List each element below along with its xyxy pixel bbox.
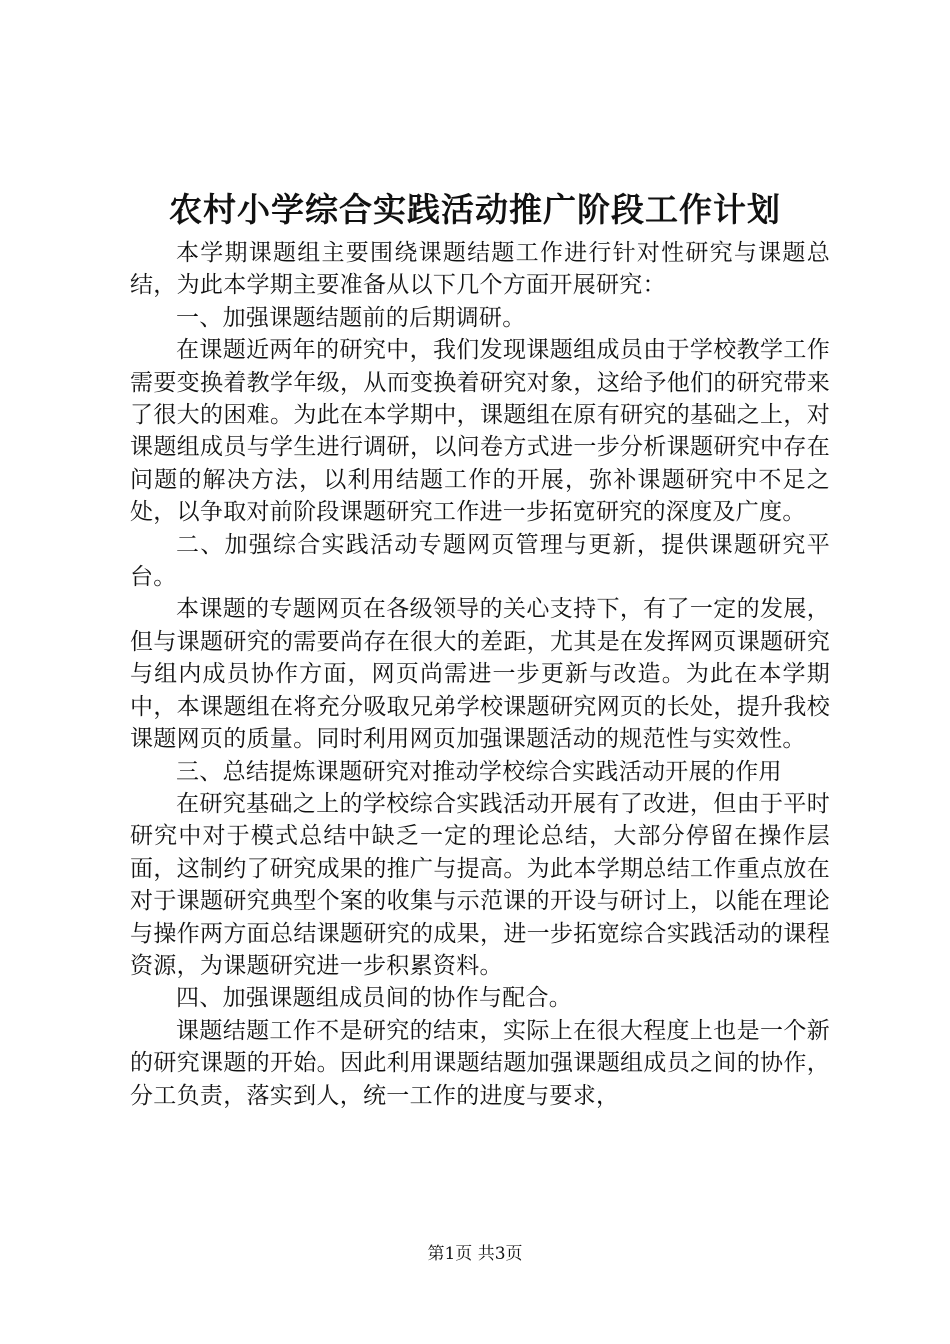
document-body (130, 237, 830, 1112)
paragraph-intro: 本学期课题组主要围绕课题结题工作进行针对性研究与课题总结，为此本学期主要准备从以下几个方面开展研究： (130, 240, 830, 299)
page-total: 共3页 (477, 1244, 523, 1264)
section-heading-3: 三、总结提炼课题研究对推动学校综合实践活动开展的作用 (176, 758, 782, 785)
page-footer (0, 1242, 950, 1266)
document-title: 农村小学综合实践活动推广阶段工作计划 (169, 190, 781, 229)
section-heading-1: 一、加强课题结题前的后期调研。 (176, 304, 526, 331)
paragraph-section-2: 本课题的专题网页在各级领导的关心支持下，有了一定的发展，但与课题研究的需要尚存在很大的差距，尤其是在发挥网页课题研究与组内成员协作方面，网页尚需进一步更新与改造。为此在本学期中，本课题组在将充分吸取兄弟学校课题研究网页的长处，提升我校课题网页的质量。同时利用网页加强课题活动的规范性与实效性。 (130, 596, 830, 753)
paragraph-section-3: 在研究基础之上的学校综合实践活动开展有了改进，但由于平时研究中对于模式总结中缺乏一定的理论总结，大部分停留在操作层面，这制约了研究成果的推广与提高。为此本学期总结工作重点放在对于课题研究典型个案的收集与示范课的开设与研讨上，以能在理论与操作两方面总结课题研究的成果，进一步拓宽综合实践活动的课程资源，为课题研究进一步积累资料。 (130, 790, 830, 979)
paragraph-section-1: 在课题近两年的研究中，我们发现课题组成员由于学校教学工作需要变换着教学年级，从而变换着研究对象，这给予他们的研究带来了很大的困难。为此在本学期中，课题组在原有研究的基础之上，对课题组成员与学生进行调研，以问卷方式进一步分析课题研究中存在问题的解决方法，以利用结题工作的开展，弥补课题研究中不足之处，以争取对前阶段课题研究工作进一步拓宽研究的深度及广度。 (130, 337, 830, 526)
section-heading-4: 四、加强课题组成员间的协作与配合。 (176, 985, 573, 1012)
section-heading-2: 二、加强综合实践活动专题网页管理与更新，提供课题研究平台。 (130, 531, 830, 591)
page-number: 第1页 (427, 1244, 473, 1264)
paragraph-section-4: 课题结题工作不是研究的结束，实际上在很大程度上也是一个新的研究课题的开始。因此利用课题结题加强课题组成员之间的协作，分工负责，落实到人，统一工作的进度与要求， (130, 1017, 830, 1109)
